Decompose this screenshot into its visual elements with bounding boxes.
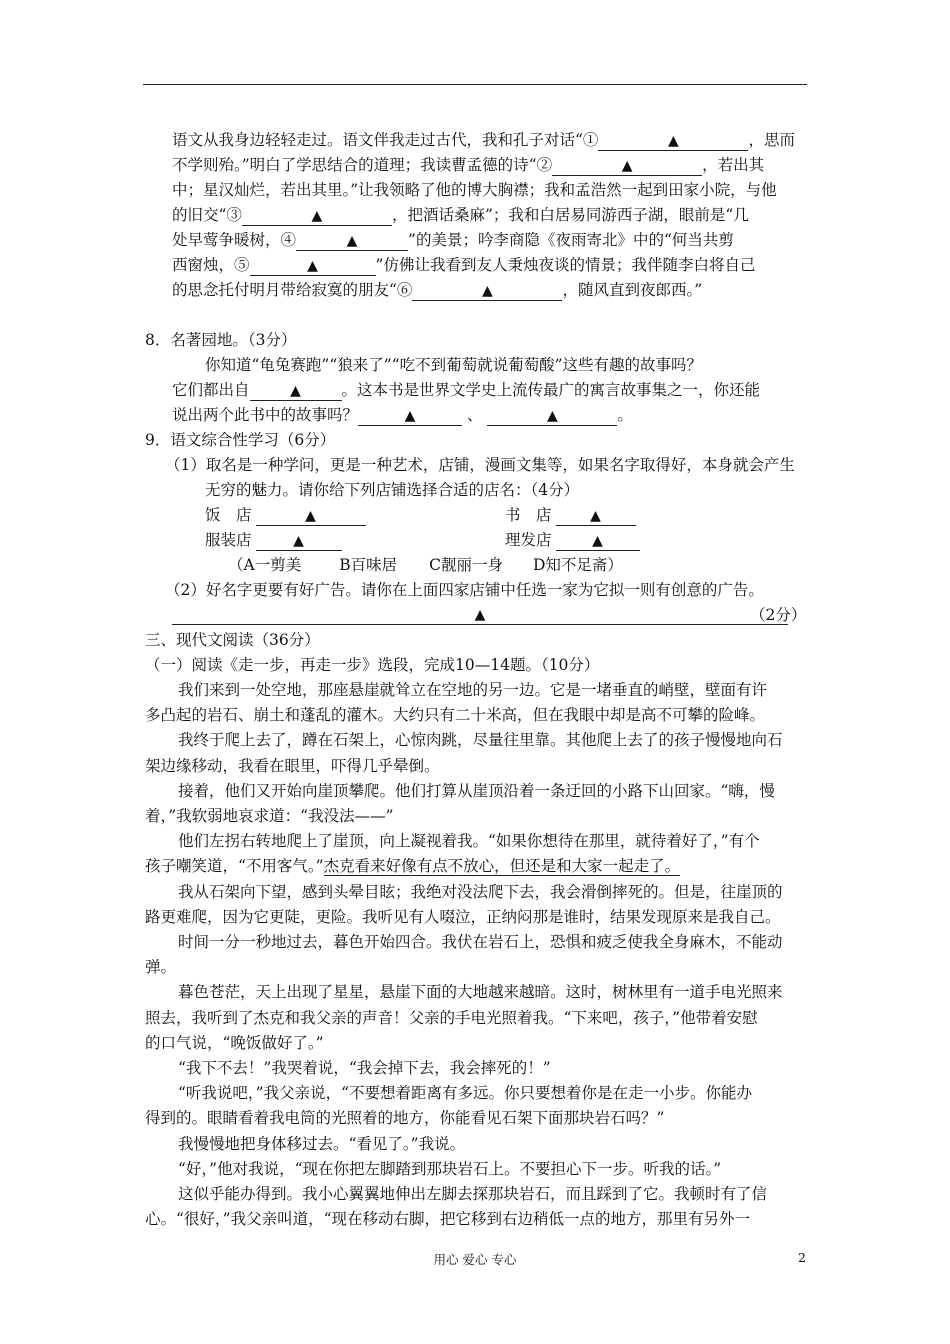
passage-line: 弹。 [145, 958, 177, 977]
passage-line: 接着，他们又开始向崖顶攀爬。他们打算从崖顶沿着一条迂回的小路下山回家。“嗨，慢 [178, 781, 775, 800]
poetry-answer-blank[interactable]: ▲ [242, 205, 392, 226]
passage-line: 我终于爬上去了，蹲在石架上，心惊肉跳，尽量往里靠。其他爬上去了的孩子慢慢地向石 [178, 731, 783, 750]
q8-line1: 你知道“龟兔赛跑”“狼来了”“吃不到葡萄就说葡萄酸”这些有趣的故事吗？ [205, 356, 703, 374]
shop-bookstore: 书 店 ▲ [505, 503, 636, 527]
passage-line: 这似乎能办得到。我小心翼翼地伸出左脚去探那块岩石，而且踩到了它。我顿时有了信 [178, 1185, 768, 1203]
option-c: C靓丽一身 [429, 556, 503, 574]
q9-ad-answer-line[interactable]: ▲ [172, 602, 788, 626]
poetry-line: 处早莺争暖树，④ ▲ ”的美景；吟李商隐《夜雨寄北》中的“何当共剪 [172, 231, 734, 249]
shop-clothing: 服装店 ▲ [205, 528, 342, 552]
passage-line: 心。“很好，”我父亲叫道，“现在移动右脚，把它移到右边稍低一点的地方，那里有另外一 [145, 1210, 751, 1229]
header-rule [143, 84, 807, 85]
passage-line: 得到的。眼睛看着我电筒的光照着的地方，你能看见石架下面那块岩石吗？” [145, 1109, 665, 1128]
passage-line: 架边缘移动，我看在眼里，吓得几乎晕倒。 [145, 756, 440, 775]
poetry-line: 西窗烛，⑤ ▲ ”仿佛让我看到友人秉烛夜谈的情景；我伴随李白将自己 [172, 256, 756, 274]
option-d: D知不足斋） [532, 556, 623, 574]
poetry-answer-blank[interactable]: ▲ [552, 155, 702, 176]
q8-story-blank-2[interactable]: ▲ [487, 405, 617, 426]
passage-line: 照去，我听到了杰克和我父亲的声音！父亲的手电光照着我。“下来吧，孩子，”他带着安慰 [145, 1008, 758, 1027]
poetry-line: 不学则殆。”明白了学思结合的道理；我读曹孟德的诗“② ▲ ，若出其 [172, 156, 765, 174]
passage-line: “好，”他对我说，“现在你把左脚踏到那块岩石上。不要担心下一步。听我的话。” [178, 1159, 722, 1178]
q8-line3: 说出两个此书中的故事吗？ ▲ 、 ▲ 。 [172, 406, 633, 424]
shop-barber-blank[interactable]: ▲ [556, 530, 640, 551]
poetry-line: 的旧交“③ ▲ ，把酒话桑麻”；我和白居易同游西子湖，眼前是“几 [172, 206, 749, 224]
q9-title: 9．语文综合性学习（6分） [145, 431, 336, 449]
q9-part2-line1: （2）好名字更要有好广告。请你在上面四家店铺中任选一家为它拟一则有创意的广告。 [165, 581, 764, 599]
shop-restaurant-blank[interactable]: ▲ [256, 505, 366, 526]
q8-story-blank-1[interactable]: ▲ [358, 405, 462, 426]
q8-line2: 它们都出自 ▲ 。这本书是世界文学史上流传最广的寓言故事集之一，你还能 [172, 381, 761, 399]
passage-line: 的口气说，“晚饭做好了。” [145, 1033, 324, 1052]
poetry-answer-blank[interactable]: ▲ [598, 130, 748, 151]
passage-line: 路更难爬，因为它更陡，更险。我听见有人啜泣，正纳闷那是谁时，结果发现原来是我自己。 [145, 907, 781, 926]
poetry-line: 的思念托付明月带给寂寞的朋友“⑥ ▲ ，随风直到夜郎西。” [172, 281, 703, 299]
option-b: B百味居 [339, 556, 398, 574]
passage-line: 我从石架向下望，感到头晕目眩；我绝对没法爬下去，我会滑倒摔死的。但是，往崖顶的 [178, 882, 783, 901]
page-number: 2 [798, 1250, 806, 1265]
section-3-sub-1: （一）阅读《走一步，再走一步》选段，完成10—14题。（10分） [145, 656, 600, 674]
shop-barber: 理发店 ▲ [505, 528, 640, 552]
passage-line: 他们左拐右转地爬上了崖顶，向上凝视着我。“如果你想待在那里，就待着好了，”有个 [178, 832, 760, 851]
shop-clothing-blank[interactable]: ▲ [256, 530, 342, 551]
poetry-answer-blank[interactable]: ▲ [250, 255, 376, 276]
q8-answer-blank[interactable]: ▲ [250, 380, 342, 401]
passage-line: 多凸起的岩石、崩土和蓬乱的灌木。大约只有二十米高，但在我眼中却是高不可攀的险峰。 [145, 706, 766, 725]
q9-part1-line1: （1）取名是一种学问，更是一种艺术，店铺，漫画文集等，如果名字取得好，本身就会产生 [165, 456, 795, 474]
passage-line: 着，”我软弱地哀求道：“我没法——” [145, 807, 394, 825]
passage-line: 我慢慢地把身体移过去。“看见了。”我说。 [178, 1134, 466, 1153]
passage-line: 时间一分一秒地过去，暮色开始四合。我伏在岩石上，恐惧和疲乏使我全身麻木，不能动 [178, 933, 783, 951]
underlined-sentence: 杰克看来好像有点不放心，但还是和大家一起走了。 [323, 857, 681, 876]
page-footer: 用心 爱心 专心 [433, 1252, 517, 1267]
passage-line: 孩子嘲笑道，“不用客气。”杰克看来好像有点不放心，但还是和大家一起走了。 [145, 857, 681, 876]
passage-line: “听我说吧，”我父亲说，“不要想着距离有多远。你只要想着你是在走一小步。你能办 [178, 1084, 753, 1103]
poetry-line: 中；星汉灿烂，若出其里。”让我领略了他的博大胸襟；我和孟浩然一起到田家小院，与他 [172, 181, 777, 199]
passage-line: 暮色苍茫，天上出现了星星，悬崖下面的大地越来越暗。这时，树林里有一道手电光照来 [178, 983, 783, 1002]
poetry-answer-blank[interactable]: ▲ [296, 230, 408, 251]
passage-line: “我下不去！”我哭着说，“我会掉下去，我会摔死的！” [178, 1059, 551, 1077]
section-3-title: 三、现代文阅读（36分） [145, 631, 320, 649]
q8-title: 8．名著园地。（3分） [145, 331, 297, 349]
option-a: （A一剪美 [228, 556, 302, 574]
shop-restaurant: 饭 店 ▲ [205, 503, 366, 527]
shop-bookstore-blank[interactable]: ▲ [556, 505, 636, 526]
poetry-answer-blank[interactable]: ▲ [412, 280, 562, 301]
poetry-line: 语文从我身边轻轻走过。语文伴我走过古代，我和孔子对话“① ▲ ，思而 [172, 131, 795, 149]
q9-part1-line2: 无穷的魅力。请你给下列店铺选择合适的店名：（4分） [205, 481, 580, 499]
passage-line: 我们来到一处空地，那座悬崖就耸立在空地的另一边。它是一堵垂直的峭壁，壁面有许 [178, 681, 768, 699]
shop-options [228, 553, 623, 577]
q9-part2-score: （2分） [750, 606, 807, 624]
